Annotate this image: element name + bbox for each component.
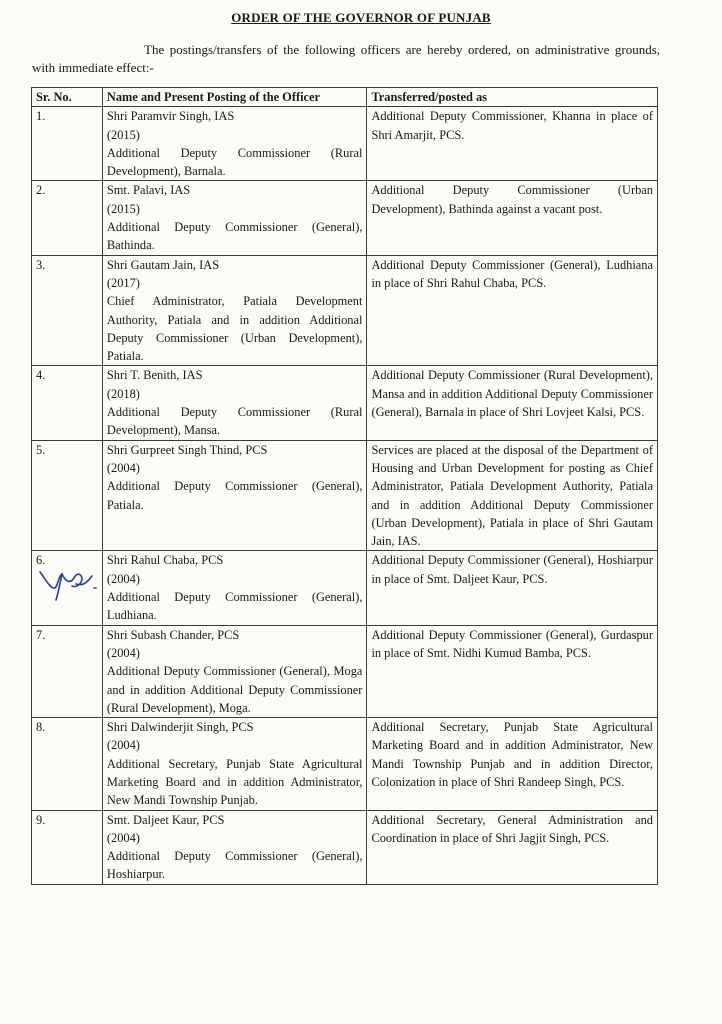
officer-present: Additional Deputy Commissioner (General), Patiala. xyxy=(106,479,363,512)
signature-icon xyxy=(36,558,106,602)
sr-no-cell: 3. xyxy=(32,255,103,366)
officer-batch: (2004) xyxy=(106,830,140,845)
officer-batch: (2004) xyxy=(106,645,140,660)
officer-batch: (2015) xyxy=(106,201,140,216)
header-transferred: Transferred/posted as xyxy=(367,88,658,107)
officer-cell xyxy=(102,718,367,810)
officer-name: Shri Gurpreet Singh Thind, PCS xyxy=(106,442,268,457)
officer-present: Additional Deputy Commissioner (Rural Development), Barnala. xyxy=(106,145,363,179)
officer-cell xyxy=(102,440,367,551)
officer-name: Smt. Daljeet Kaur, PCS xyxy=(106,812,225,827)
officer-cell xyxy=(102,551,367,625)
transferred-cell: Additional Deputy Commissioner (General), Gurdaspur in place of Smt. Nidhi Kumud Bamba, PCS. xyxy=(367,625,658,717)
transferred-cell: Additional Deputy Commissioner (General), Ludhiana in place of Shri Rahul Chaba, PCS. xyxy=(367,255,658,366)
table-row xyxy=(32,718,658,810)
officer-present: Additional Deputy Commissioner (General), Ludhiana. xyxy=(106,590,363,623)
page-title: ORDER OF THE GOVERNOR OF PUNJAB xyxy=(231,10,491,25)
table-row xyxy=(32,625,658,717)
officer-cell xyxy=(102,625,367,717)
officer-present: Additional Deputy Commissioner (General), Moga and in addition Additional Deputy Commissioner (Rural Development), Moga. xyxy=(106,664,363,715)
officer-present: Additional Deputy Commissioner (General), Bathinda. xyxy=(106,220,363,253)
officer-batch: (2004) xyxy=(106,738,140,753)
officer-name: Shri Subash Chander, PCS xyxy=(106,627,240,642)
sr-no-cell: 5. xyxy=(32,440,103,551)
officer-present: Chief Administrator, Patiala Development Authority, Patiala and in addition Additional Deputy Commissioner (Urban Development), Patiala. xyxy=(106,294,363,364)
header-sr-no: Sr. No. xyxy=(32,88,103,107)
officer-present: Additional Secretary, Punjab State Agricultural Marketing Board and in addition Administrator, New Mandi Township Punjab. xyxy=(106,756,363,808)
officer-batch: (2004) xyxy=(106,571,140,586)
intro-paragraph: The postings/transfers of the following officers are hereby ordered, on administrative grounds, with immediate effect:- xyxy=(32,42,660,75)
sr-no-cell: 2. xyxy=(32,181,103,255)
table-header-row xyxy=(32,88,658,107)
transfer-table xyxy=(31,87,658,885)
transferred-cell: Additional Deputy Commissioner, Khanna in place of Shri Amarjit, PCS. xyxy=(367,107,658,181)
officer-cell xyxy=(102,181,367,255)
transferred-cell: Additional Deputy Commissioner (Urban Development), Bathinda against a vacant post. xyxy=(367,181,658,255)
officer-name: Shri Rahul Chaba, PCS xyxy=(106,553,224,568)
table-row xyxy=(32,181,658,255)
officer-cell xyxy=(102,255,367,366)
officer-present: Additional Deputy Commissioner (General), Hoshiarpur. xyxy=(106,849,363,882)
officer-cell xyxy=(102,366,367,440)
table-row xyxy=(32,255,658,366)
officer-batch: (2018) xyxy=(106,386,140,401)
officer-batch: (2017) xyxy=(106,275,140,290)
officer-name: Shri Dalwinderjit Singh, PCS xyxy=(106,720,254,735)
table-body xyxy=(32,107,658,884)
table-row xyxy=(32,107,658,181)
officer-cell xyxy=(102,107,367,181)
header-name-posting: Name and Present Posting of the Officer xyxy=(102,88,367,107)
sr-no-cell: 8. xyxy=(32,718,103,810)
sr-no-cell: 6. xyxy=(32,551,103,625)
transferred-cell: Additional Secretary, General Administration and Coordination in place of Shri Jagjit Singh, PCS. xyxy=(367,810,658,884)
table-row xyxy=(32,440,658,551)
officer-cell xyxy=(102,810,367,884)
sr-no-cell: 4. xyxy=(32,366,103,440)
transferred-cell: Additional Deputy Commissioner (Rural Development), Mansa and in addition Additional Deputy Commissioner (General), Barnala in place of Shri Lovjeet Kalsi, PCS. xyxy=(367,366,658,440)
transferred-cell: Additional Secretary, Punjab State Agricultural Marketing Board and in addition Administrator, New Mandi Township Punjab and in addition Director, Colonization in place of Shri Randeep Singh, PCS. xyxy=(367,718,658,810)
transferred-cell: Additional Deputy Commissioner (General), Hoshiarpur in place of Smt. Daljeet Kaur, PCS. xyxy=(367,551,658,625)
sr-no-cell: 1. xyxy=(32,107,103,181)
officer-name: Shri Paramvir Singh, IAS xyxy=(106,109,235,124)
transferred-cell: Services are placed at the disposal of the Department of Housing and Urban Development for posting as Chief Administrator, Patiala Development Authority, Patiala and in addition Additional Deputy Commissioner (Urban Development), Patiala in place of Shri Gautam Jain, IAS. xyxy=(367,440,658,551)
officer-name: Smt. Palavi, IAS xyxy=(106,183,191,198)
officer-batch: (2004) xyxy=(106,460,140,475)
table-row xyxy=(32,366,658,440)
officer-present: Additional Deputy Commissioner (Rural Development), Mansa. xyxy=(106,405,363,438)
officer-name: Shri T. Benith, IAS xyxy=(106,368,203,383)
sr-no-cell: 9. xyxy=(32,810,103,884)
table-row xyxy=(32,551,658,625)
sr-no-cell: 7. xyxy=(32,625,103,717)
table-row xyxy=(32,810,658,884)
officer-name: Shri Gautam Jain, IAS xyxy=(106,257,220,272)
officer-batch: (2015) xyxy=(106,127,140,142)
